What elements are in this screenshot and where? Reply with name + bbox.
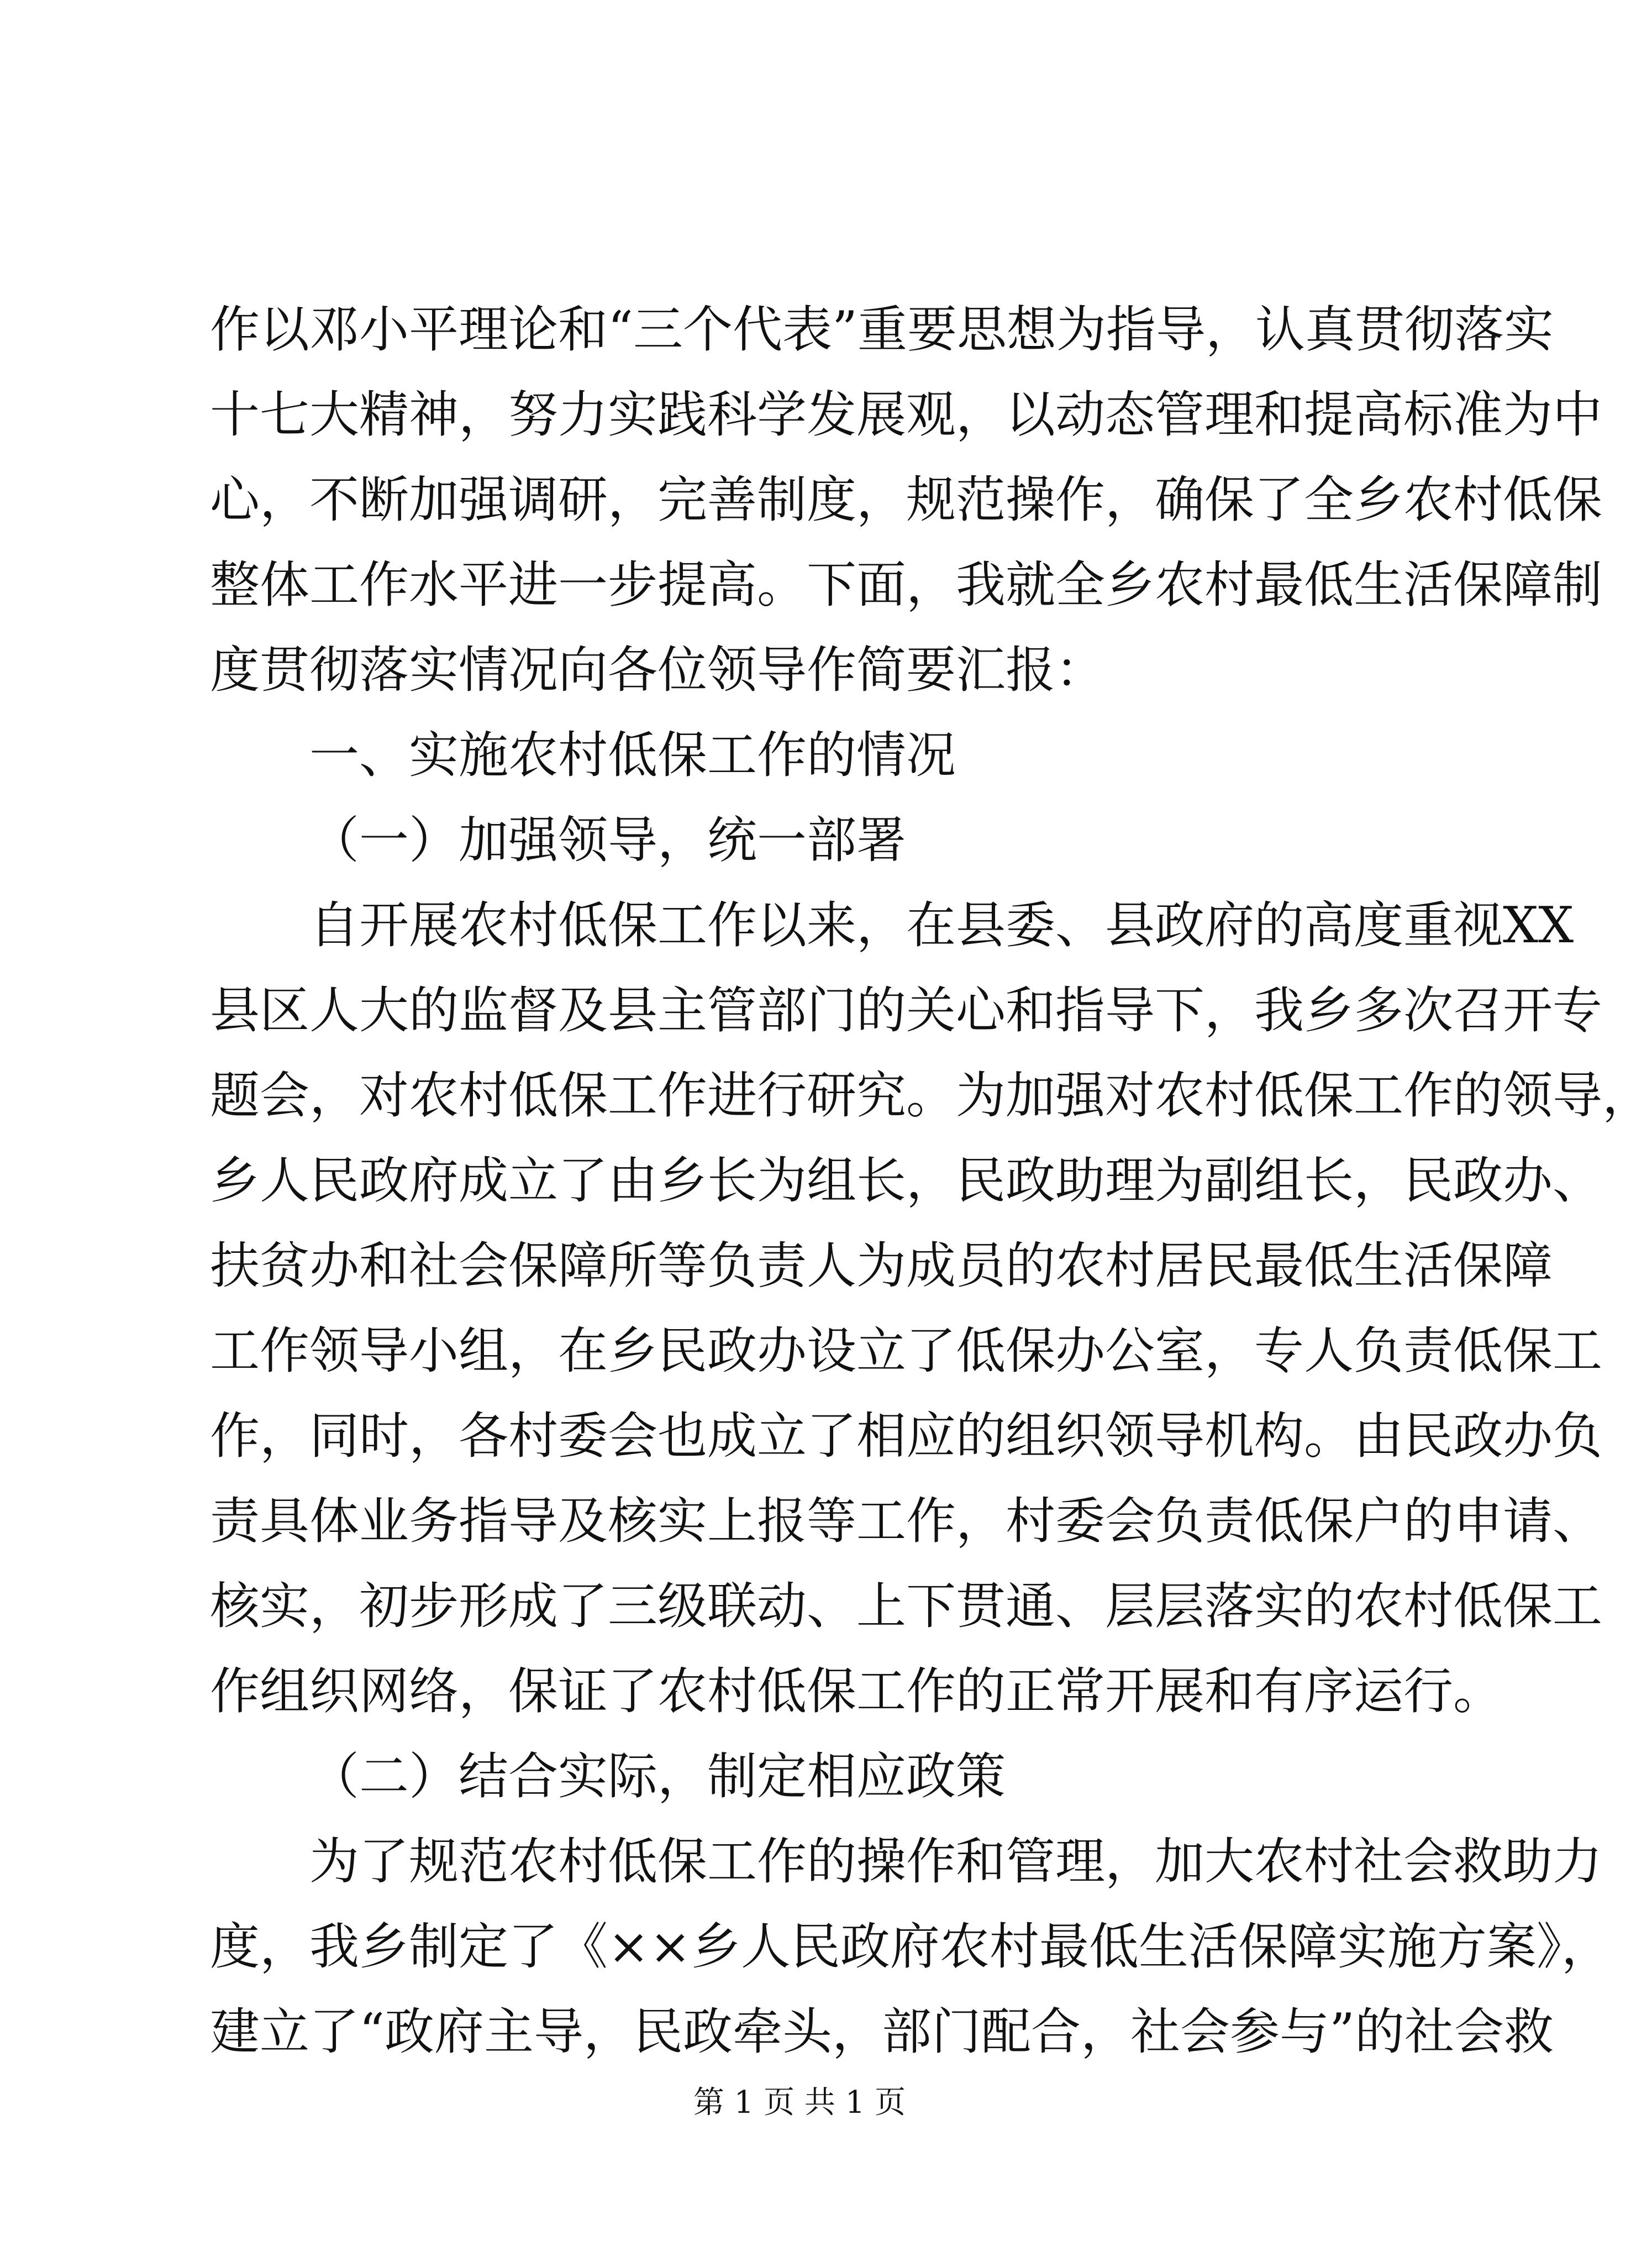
text-line-9: 县区人大的监督及县主管部门的关心和指导下，我乡多次召开专: [210, 982, 1602, 1040]
text-line-2: 十七大精神，努力实践科学发展观，以动态管理和提高标准为中: [210, 386, 1602, 444]
page-number-footer: 第 1 页 共 1 页: [693, 2085, 906, 2121]
text-line-3: 心，不断加强调研，完善制度，规范操作，确保了全乡农村低保: [210, 471, 1602, 529]
subsection-heading-1: （一）加强领导，统一部署: [309, 811, 906, 869]
text-line-16: 核实，初步形成了三级联动、上下贯通、层层落实的农村低保工: [210, 1577, 1602, 1635]
text-line-4: 整体工作水平进一步提高。下面，我就全乡农村最低生活保障制: [210, 556, 1602, 614]
document-body: [210, 287, 1652, 2075]
text-line-14: 作，同时，各村委会也成立了相应的组织领导机构。由民政办负: [210, 1407, 1602, 1465]
text-line-21: 建立了“政府主导，民政牵头，部门配合，社会参与”的社会救: [210, 2003, 1554, 2061]
text-line-13: 工作领导小组，在乡民政办设立了低保办公室，专人负责低保工: [210, 1322, 1602, 1380]
text-line-17: 作组织网络，保证了农村低保工作的正常开展和有序运行。: [210, 1662, 1503, 1720]
section-heading-1: 一、实施农村低保工作的情况: [309, 726, 956, 784]
text-line-8: 自开展农村低保工作以来，在县委、县政府的高度重视XX: [309, 896, 1574, 954]
text-line-1: 作以邓小平理论和“三个代表”重要思想为指导，认真贯彻落实: [210, 301, 1554, 359]
subsection-heading-2: （二）结合实际，制定相应政策: [309, 1747, 1006, 1806]
text-line-19: 为了规范农村低保工作的操作和管理，加大农村社会救助力: [309, 1833, 1602, 1891]
text-line-5: 度贯彻落实情况向各位领导作简要汇报：: [210, 641, 1105, 699]
text-line-15: 责具体业务指导及核实上报等工作，村委会负责低保户的申请、: [210, 1492, 1602, 1550]
text-line-20: 度，我乡制定了《××乡人民政府农村最低生活保障实施方案》，: [210, 1918, 1611, 1976]
text-line-11: 乡人民政府成立了由乡长为组长，民政助理为副组长，民政办、: [210, 1152, 1602, 1210]
text-line-12: 扶贫办和社会保障所等负责人为成员的农村居民最低生活保障: [210, 1237, 1553, 1295]
text-line-10: 题会，对农村低保工作进行研究。为加强对农村低保工作的领导，: [210, 1067, 1652, 1125]
